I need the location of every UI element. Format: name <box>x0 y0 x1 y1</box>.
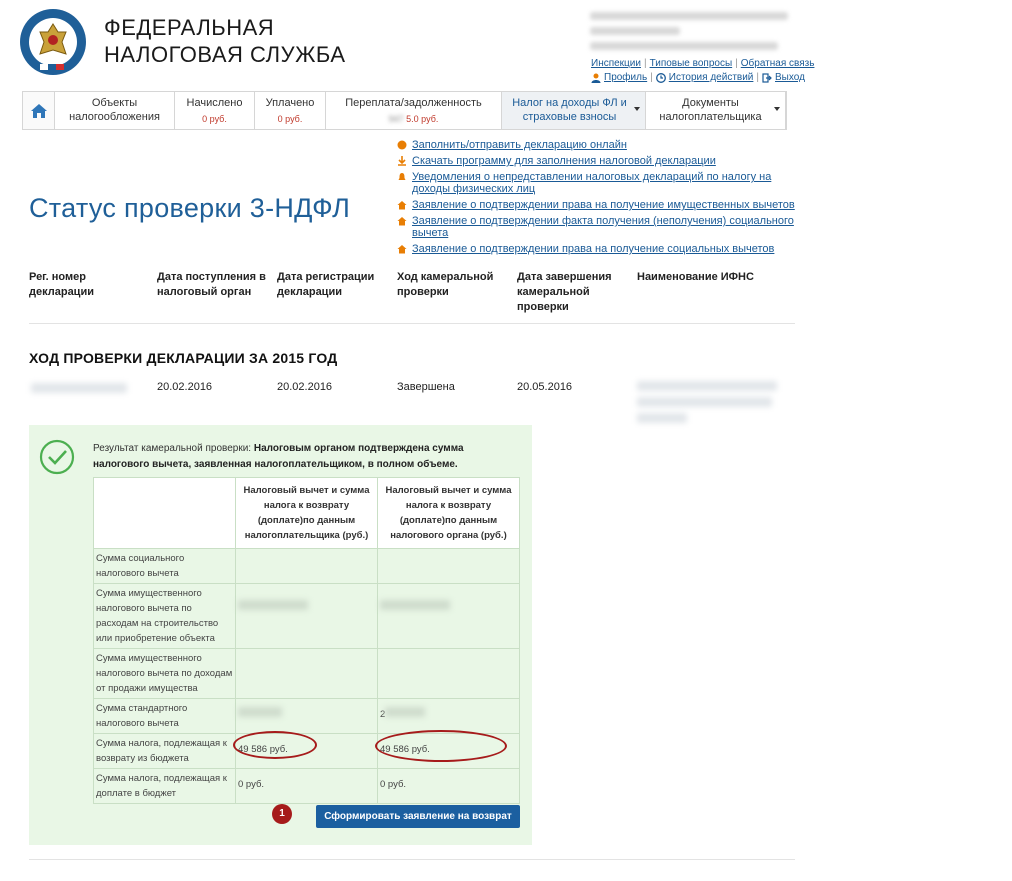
taxpayer-value-redacted <box>236 584 378 649</box>
highlight-oval <box>375 730 507 762</box>
house-icon <box>397 216 407 226</box>
action-links <box>397 139 797 259</box>
chevron-down-icon <box>774 107 780 111</box>
redacted-amount <box>238 707 282 717</box>
chevron-down-icon <box>634 107 640 111</box>
nav-tab-amount: 0 руб. <box>202 114 227 124</box>
action-link-item <box>397 171 797 195</box>
create-refund-application-button[interactable]: Сформировать заявление на возврат <box>316 805 520 828</box>
page-title: Статус проверки 3-НДФЛ <box>29 193 351 223</box>
nav-tab-label: Объекты налогообложения <box>69 97 160 123</box>
section-title: ХОД ПРОВЕРКИ ДЕКЛАРАЦИИ ЗА 2015 ГОД <box>29 350 338 366</box>
ifns-name-redacted <box>637 397 772 407</box>
logout-icon <box>762 73 772 83</box>
user-links: Профиль | История действий | Выход <box>591 72 805 83</box>
redacted-amount <box>238 600 308 610</box>
taxpayer-value <box>236 549 378 584</box>
nav-tab-amount: 5.0 руб. <box>406 114 439 124</box>
nav-tab-accrued[interactable] <box>175 92 255 129</box>
ifns-name-redacted <box>637 381 777 391</box>
history-link[interactable]: История действий <box>668 72 754 83</box>
authority-value-redacted <box>378 584 520 649</box>
social-deduction-fact-link[interactable]: Заявление о подтверждении факта получения (неполучения) социального вычета <box>412 215 794 239</box>
taxpayer-value <box>236 649 378 699</box>
step-badge: 1 <box>272 804 292 824</box>
taxpayer-refund-value: 49 586 руб. <box>236 734 378 769</box>
column-header-received: Дата поступления в налоговый орган <box>157 271 266 298</box>
authority-refund-value: 49 586 руб. <box>378 734 520 769</box>
nav-tab-label: Уплачено <box>265 97 315 109</box>
action-link-item <box>397 199 797 211</box>
cloud-icon <box>397 140 407 150</box>
table-row <box>94 769 520 804</box>
result-panel <box>29 425 532 845</box>
nav-tab-documents[interactable] <box>646 92 786 129</box>
row-label: Сумма налога, подлежащая к доплате в бюджет <box>94 769 236 804</box>
column-header-completed: Дата завершения камеральной проверки <box>517 271 612 313</box>
reg-number-redacted <box>31 383 127 393</box>
fill-declaration-online-link[interactable]: Заполнить/отправить декларацию онлайн <box>412 139 627 151</box>
inspections-link[interactable]: Инспекции <box>591 58 641 69</box>
user-info-redacted <box>590 12 804 57</box>
row-label: Сумма налога, подлежащая к возврату из бюджета <box>94 734 236 769</box>
action-link-item <box>397 215 797 239</box>
bell-icon <box>397 172 407 182</box>
download-program-link[interactable]: Скачать программу для заполнения налоговой декларации <box>412 155 716 167</box>
redacted-amount <box>385 707 425 717</box>
home-icon <box>30 102 48 120</box>
authority-value <box>378 649 520 699</box>
profile-link[interactable]: Профиль <box>604 72 648 83</box>
received-date: 20.02.2016 <box>157 381 213 393</box>
house-icon <box>397 244 407 254</box>
authority-value <box>378 549 520 584</box>
highlight-oval <box>233 731 317 759</box>
history-icon <box>656 73 666 83</box>
registered-date: 20.02.2016 <box>277 381 333 393</box>
nav-tab-objects[interactable] <box>55 92 175 129</box>
nav-tab-amount-redacted: 947 <box>388 114 404 124</box>
divider <box>29 859 795 860</box>
logout-link[interactable]: Выход <box>775 72 805 83</box>
nav-tab-label: Переплата/задолженность <box>345 97 482 109</box>
result-label: Результат камеральной проверки: <box>93 443 252 454</box>
top-links: Инспекции | Типовые вопросы | Обратная связь <box>591 58 815 69</box>
house-icon <box>397 200 407 210</box>
property-deduction-link[interactable]: Заявление о подтверждении права на получение имущественных вычетов <box>412 199 795 211</box>
result-message: Налоговым органом подтверждена сумма налогового вычета, заявленная налогоплательщиком, в полном объеме. <box>93 443 464 470</box>
row-label: Сумма стандартного налогового вычета <box>94 699 236 734</box>
table-row <box>94 649 520 699</box>
user-icon <box>591 73 601 83</box>
action-link-item <box>397 155 797 167</box>
main-nav <box>22 91 787 130</box>
nav-tab-ndfl[interactable] <box>502 92 646 129</box>
table-header-empty <box>94 478 236 549</box>
row-label: Сумма имущественного налогового вычета по доходам от продажи имущества <box>94 649 236 699</box>
check-status: Завершена <box>397 381 455 393</box>
column-header-status: Ход камеральной проверки <box>397 271 494 298</box>
column-header-ifns: Наименование ИФНС <box>637 271 754 283</box>
row-label: Сумма социального налогового вычета <box>94 549 236 584</box>
nav-tab-amount: 0 руб. <box>277 114 303 124</box>
authority-surcharge-value: 0 руб. <box>378 769 520 804</box>
result-text <box>93 441 513 473</box>
authority-value-visible: 2 <box>380 709 386 720</box>
table-row <box>94 699 520 734</box>
action-link-item <box>397 139 797 151</box>
brand-line-2: НАЛОГОВАЯ СЛУЖБА <box>104 42 346 67</box>
social-deduction-right-link[interactable]: Заявление о подтверждении права на получение социальных вычетов <box>412 243 775 255</box>
nav-tab-label: Налог на доходы ФЛ и страховые взносы <box>512 97 627 123</box>
nav-tab-paid[interactable] <box>255 92 326 129</box>
taxpayer-surcharge-value: 0 руб. <box>236 769 378 804</box>
table-row <box>94 584 520 649</box>
table-header-taxpayer: Налоговый вычет и сумма налога к возврату (доплате)по данным налогоплательщика (руб.) <box>236 478 378 549</box>
nav-tab-label: Документы налогоплательщика <box>659 97 762 123</box>
nav-tab-balance[interactable] <box>326 92 502 129</box>
brand-line-1: ФЕДЕРАЛЬНАЯ <box>104 15 275 40</box>
notifications-link[interactable]: Уведомления о непредставлении налоговых деклараций по налогу на доходы физических лиц <box>412 171 772 195</box>
row-label: Сумма имущественного налогового вычета по расходам на строительство или приобретение объекта <box>94 584 236 649</box>
table-row <box>94 549 520 584</box>
taxpayer-value-redacted <box>236 699 378 734</box>
ifns-name-redacted <box>637 413 687 423</box>
action-link-item <box>397 243 797 255</box>
faq-link[interactable]: Типовые вопросы <box>649 58 733 69</box>
redacted-amount <box>380 600 450 610</box>
brand-title <box>104 14 346 68</box>
nav-tab-label: Начислено <box>186 97 243 109</box>
authority-value <box>378 699 520 734</box>
feedback-link[interactable]: Обратная связь <box>740 58 815 69</box>
download-icon <box>397 156 407 166</box>
nav-tab-amount-wrap <box>326 112 501 126</box>
table-header-tax-authority: Налоговый вычет и сумма налога к возврату (доплате)по данным налогового органа (руб.) <box>378 478 520 549</box>
divider <box>29 323 795 324</box>
fns-emblem-icon[interactable] <box>18 8 88 76</box>
column-header-registered: Дата регистрации декларации <box>277 271 375 298</box>
completed-date: 20.05.2016 <box>517 381 573 393</box>
home-button[interactable] <box>23 92 55 129</box>
check-circle-icon <box>39 439 75 475</box>
table-header-row <box>94 478 520 549</box>
column-header-reg-number: Рег. номер декларации <box>29 271 94 298</box>
